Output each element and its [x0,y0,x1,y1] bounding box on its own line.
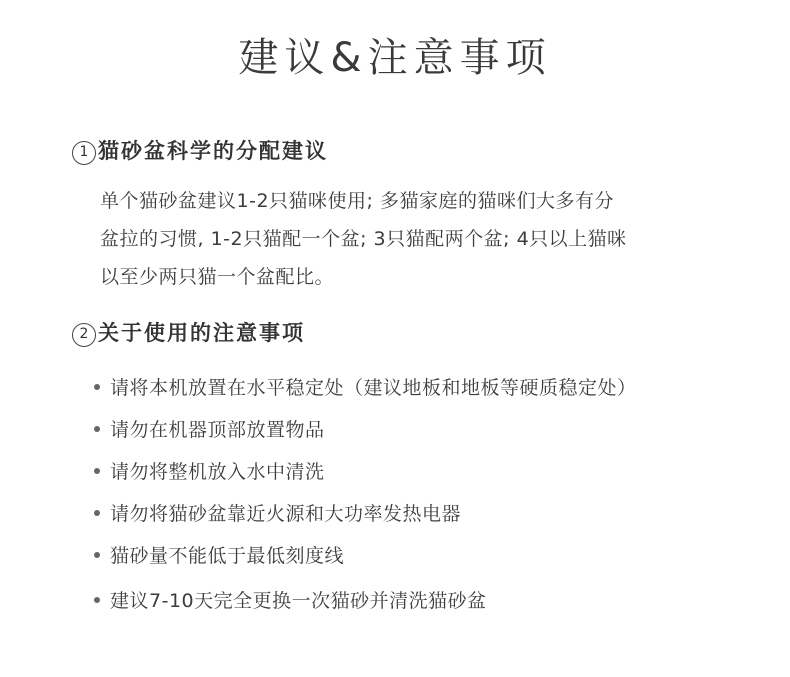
section-heading-allocation [72,136,328,166]
bullet-icon [94,384,100,390]
bullet-icon [94,468,100,474]
circled-number-2: 2 [72,323,96,347]
list-item [94,368,637,410]
list-item [94,536,637,578]
bullet-icon [94,552,100,558]
usage-notes-list [94,368,637,623]
list-item [94,581,637,623]
bullet-icon [94,510,100,516]
paragraph-line: 盆拉的习惯, 1-2只猫配一个盆; 3只猫配两个盆; 4只以上猫咪 [100,228,627,250]
list-item-text: 请将本机放置在水平稳定处（建议地板和地板等硬质稳定处） [110,377,637,399]
section-heading-label: 猫砂盆科学的分配建议 [98,139,328,163]
paragraph-line: 单个猫砂盆建议1-2只猫咪使用; 多猫家庭的猫咪们大多有分 [100,190,614,212]
list-item [94,410,637,452]
list-item-text: 建议7-10天完全更换一次猫砂并清洗猫砂盆 [110,590,487,612]
page-title: 建议&注意事项 [238,35,552,81]
paragraph-line: 以至少两只猫一个盆配比。 [100,266,335,288]
list-item-text: 请勿将整机放入水中清洗 [110,461,325,483]
list-item-text: 猫砂量不能低于最低刻度线 [110,545,345,567]
section-heading-label: 关于使用的注意事项 [98,321,305,345]
list-item [94,452,637,494]
circled-number-1: 1 [72,141,96,165]
list-item-text: 请勿将猫砂盆靠近火源和大功率发热电器 [110,503,462,525]
bullet-icon [94,597,100,603]
list-item [94,494,637,536]
allocation-paragraph [100,182,720,296]
section-heading-usage-notes [72,318,305,348]
list-item-text: 请勿在机器顶部放置物品 [110,419,325,441]
bullet-icon [94,426,100,432]
